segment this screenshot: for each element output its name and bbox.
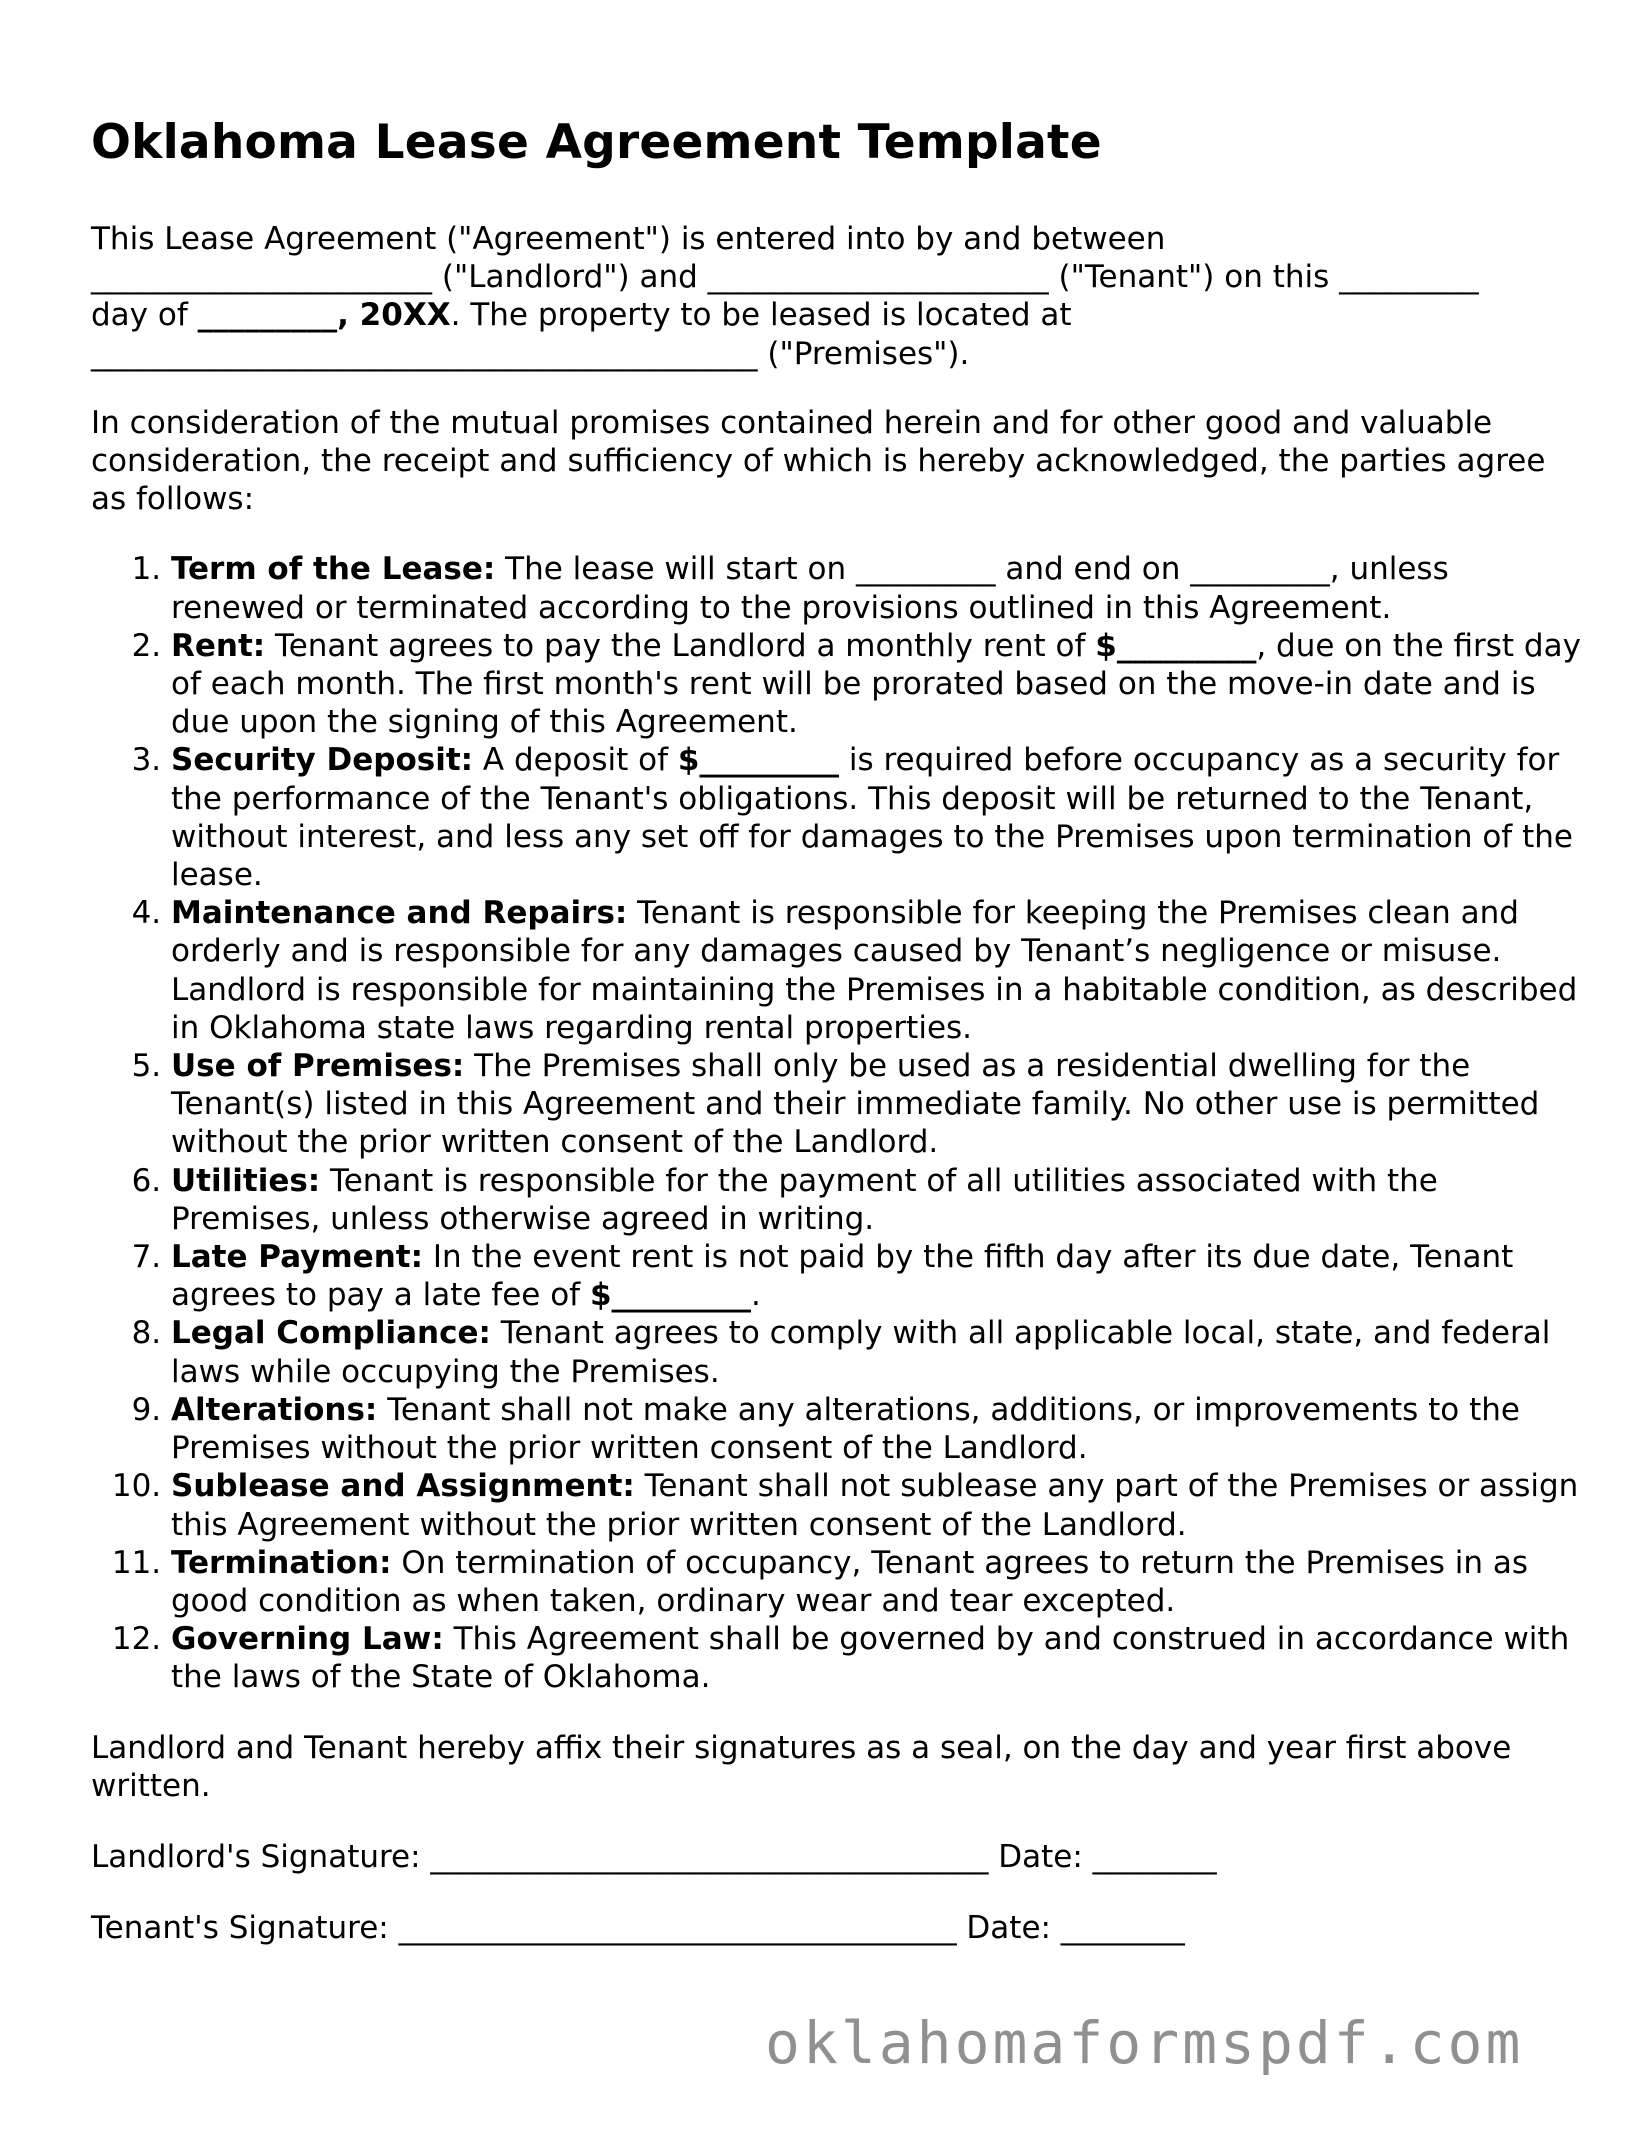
- term-text: In the event rent is not paid by the fifth day after its due date, Tenant agrees to pay a late fee of: [171, 1239, 1514, 1314]
- term-text: Tenant shall not make any alterations, additions, or improvements to the Premises without the prior written consent of the Landlord.: [171, 1391, 1520, 1467]
- terms-list: [91, 550, 1581, 1696]
- month-year-blank: _________, 20XX: [197, 297, 451, 334]
- term-title: Late Payment:: [171, 1239, 423, 1276]
- tenant-name-blank: ______________________: [707, 259, 1049, 296]
- site-watermark: oklahomaformspdf.com: [765, 2009, 1524, 2077]
- late-fee-blank: $_________: [589, 1277, 752, 1314]
- term-text: On termination of occupancy, Tenant agrees to return the Premises in as good condition as when taken, ordinary wear and tear excepted.: [171, 1544, 1529, 1619]
- term-text-after: is required before occupancy as a security for the performance of the Tenant's obligations. This deposit will be returned to the Tenant, without interest, and less any set off for damages to the Premises upon termination of the lease.: [171, 742, 1573, 894]
- term-text-after: , due on the first day of each month. The first month's rent will be prorated based on the move-in date and is due upon the signing of this Agreement.: [171, 627, 1581, 741]
- term-text-after: .: [751, 1277, 761, 1314]
- deposit-amount-blank: $_________: [677, 742, 839, 779]
- term-item: [171, 1238, 1581, 1314]
- consideration-paragraph: In consideration of the mutual promises contained herein and for other good and valuable consideration, the receipt and sufficiency of which is hereby acknowledged, the parties agree as follows:: [91, 404, 1546, 518]
- term-text: Tenant agrees to comply with all applicable local, state, and federal laws while occupying the Premises.: [171, 1315, 1551, 1390]
- intro-text-4: day of: [91, 297, 198, 334]
- document-title: Oklahoma Lease Agreement Template: [91, 115, 1102, 170]
- term-title: Maintenance and Repairs:: [171, 895, 628, 932]
- term-item: [171, 550, 1581, 626]
- term-text: Tenant shall not sublease any part of the Premises or assign this Agreement without the prior written consent of the Landlord.: [171, 1468, 1579, 1543]
- term-text: Tenant is responsible for the payment of all utilities associated with the Premises, unless otherwise agreed in writing.: [171, 1162, 1438, 1237]
- term-text: A deposit of: [473, 742, 678, 779]
- term-item: [171, 1544, 1581, 1620]
- term-title: Alterations:: [171, 1391, 378, 1428]
- tenant-signature-line: Tenant's Signature: ____________________________________ Date: ________: [91, 1910, 1185, 1947]
- rent-amount-blank: $_________: [1095, 627, 1257, 664]
- term-item: [171, 1620, 1581, 1696]
- term-title: Security Deposit:: [171, 742, 474, 779]
- landlord-signature-line: Landlord's Signature: ____________________________________ Date: ________: [91, 1838, 1217, 1875]
- term-text: The Premises shall only be used as a residential dwelling for the Tenant(s) listed in this Agreement and their immediate family. No other use is permitted without the prior written consent of the Landlord.: [171, 1048, 1540, 1161]
- premises-address-blank: ___________________________________________: [91, 335, 758, 372]
- landlord-name-blank: ______________________: [91, 259, 432, 296]
- term-text: Tenant is responsible for keeping the Premises clean and orderly and is responsible for any damages caused by Tenant’s negligence or misuse. Landlord is responsible for maintaining the Premises in a habitable condition, as described in Oklahoma state laws regarding rental properties.: [171, 895, 1578, 1046]
- term-item: [171, 1467, 1581, 1543]
- term-item: [171, 627, 1581, 742]
- term-item: [171, 741, 1581, 894]
- term-text: The lease will start on _________ and end on _________, unless renewed or terminated according to the provisions outlined in this Agreement.: [171, 551, 1449, 626]
- term-item: [171, 1162, 1581, 1238]
- intro-text-3: ("Tenant") on this: [1048, 259, 1340, 296]
- intro-text-2: ("Landlord") and: [432, 259, 708, 296]
- term-text: This Agreement shall be governed by and construed in accordance with the laws of the State of Oklahoma.: [171, 1621, 1570, 1696]
- term-title: Use of Premises:: [171, 1048, 465, 1085]
- term-title: Termination:: [171, 1544, 392, 1581]
- term-item: [171, 894, 1581, 1047]
- intro-text-6: ("Premises").: [757, 335, 970, 372]
- closing-paragraph: Landlord and Tenant hereby affix their signatures as a seal, on the day and year first above written.: [91, 1729, 1512, 1804]
- term-title: Governing Law:: [171, 1621, 444, 1658]
- document-page: [91, 110, 1581, 1947]
- term-title: Sublease and Assignment:: [171, 1468, 635, 1505]
- intro-text-1: This Lease Agreement ("Agreement") is entered into by and between: [91, 221, 1166, 257]
- term-item: [171, 1391, 1581, 1467]
- intro-text-5: . The property to be leased is located at: [450, 297, 1072, 334]
- term-item: [171, 1314, 1581, 1390]
- term-item: [171, 1047, 1581, 1162]
- term-title: Rent:: [171, 627, 266, 664]
- term-text: Tenant agrees to pay the Landlord a monthly rent of: [265, 627, 1096, 664]
- term-title: Legal Compliance:: [171, 1315, 491, 1352]
- term-title: Term of the Lease:: [171, 551, 496, 588]
- intro-paragraph: [91, 220, 1581, 373]
- term-title: Utilities:: [171, 1162, 321, 1199]
- day-blank: _________: [1339, 259, 1479, 296]
